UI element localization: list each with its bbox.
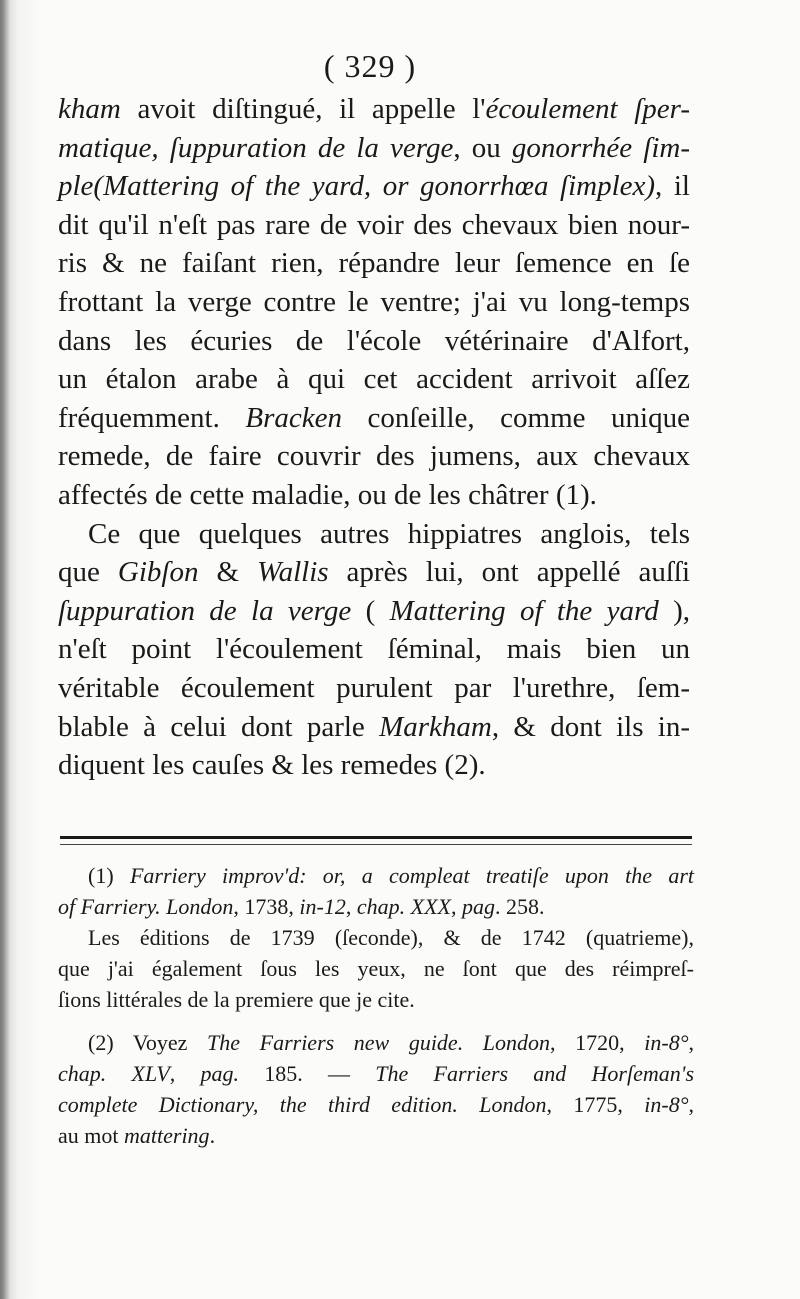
text-run: , & dont ils in- bbox=[491, 710, 690, 743]
footnote-line bbox=[58, 891, 694, 922]
italic-text: Bracken bbox=[245, 401, 343, 434]
italic-text: The Farriers and Horſeman's bbox=[375, 1061, 695, 1086]
italic-text: ple(Mattering of the yard, or gonorrhœa ſimplex) bbox=[58, 170, 656, 203]
text-run: remede, de faire couvrir des jumens, aux chevaux bbox=[58, 440, 690, 473]
page-number: ( 329 ) bbox=[323, 48, 417, 84]
text-run: , ou bbox=[453, 131, 512, 164]
text-line bbox=[58, 476, 690, 515]
italic-text: Mattering of the yard bbox=[389, 594, 659, 627]
text-run: . 258. bbox=[494, 894, 545, 919]
text-line bbox=[58, 592, 690, 631]
italic-text: ſuppuration de la verge bbox=[58, 594, 352, 627]
text-line bbox=[58, 669, 690, 708]
text-line bbox=[58, 90, 690, 129]
text-run: avoit diſtingué, il appelle l' bbox=[120, 93, 486, 125]
text-run: , bbox=[688, 1030, 694, 1055]
text-run: que j'ai également ſous les yeux, ne ſont que des réimpreſ- bbox=[58, 956, 694, 981]
footnote-line bbox=[58, 1058, 694, 1089]
text-run: (1) bbox=[88, 863, 130, 888]
text-run: , 1775, bbox=[546, 1092, 645, 1117]
text-line bbox=[58, 553, 690, 592]
text-run: dans les écuries de l'école vétérinaire d'Alfort, bbox=[58, 324, 690, 357]
text-run: après lui, ont appellé auſſi bbox=[328, 556, 691, 589]
footnote-1 bbox=[58, 860, 694, 1015]
text-line bbox=[58, 746, 690, 785]
text-line bbox=[58, 206, 690, 245]
italic-text: of Farriery. London bbox=[58, 894, 234, 919]
italic-text: in-12 bbox=[299, 894, 346, 919]
italic-text: Wallis bbox=[257, 556, 329, 589]
text-run: fréquemment. bbox=[58, 401, 246, 434]
italic-text: pag bbox=[461, 894, 495, 919]
text-run: ris & ne faiſant rien, répandre leur ſemence en ſe bbox=[58, 247, 690, 280]
text-line bbox=[58, 515, 690, 554]
text-run: , bbox=[688, 1092, 694, 1117]
footnote-separator-rule-thin bbox=[60, 844, 692, 845]
italic-text: Markham bbox=[379, 710, 492, 743]
text-run: conſeille, comme unique bbox=[342, 401, 690, 434]
text-line bbox=[58, 708, 690, 747]
text-run: ſions littérales de la premiere que je cite. bbox=[58, 987, 415, 1012]
text-line bbox=[58, 360, 690, 399]
footnote-line bbox=[58, 1089, 694, 1120]
text-run: , 1720, bbox=[550, 1030, 645, 1055]
text-line bbox=[58, 167, 690, 206]
text-run: 185. — bbox=[239, 1061, 376, 1086]
italic-text: pag. bbox=[200, 1061, 240, 1086]
page-gutter-shadow bbox=[0, 0, 10, 1299]
text-run: Ce que quelques autres hippiatres anglois, tels bbox=[88, 517, 690, 550]
footnote-line bbox=[58, 860, 694, 891]
text-run: que bbox=[58, 556, 118, 589]
text-line bbox=[58, 244, 690, 283]
text-run: n'eſt point l'écoulement ſéminal, mais bien un bbox=[58, 633, 690, 666]
italic-text: chap. XLV bbox=[58, 1061, 170, 1086]
italic-text: gonorrhée ſim- bbox=[511, 131, 691, 164]
italic-text: in-8° bbox=[644, 1092, 689, 1117]
footnotes bbox=[58, 860, 694, 1163]
text-run: , 1738, bbox=[233, 894, 300, 919]
italic-text: Farriery improv'd: or, a compleat treatiſe upon the art bbox=[129, 863, 694, 888]
footnote-separator-rule bbox=[60, 836, 692, 839]
italic-text: The Farriers new guide. London bbox=[207, 1030, 551, 1055]
text-run: blable à celui dont parle bbox=[58, 710, 380, 743]
text-run: (2) Voyez bbox=[88, 1030, 208, 1055]
text-line bbox=[58, 437, 690, 476]
text-run: un étalon arabe à qui cet accident arrivoit aſſez bbox=[58, 363, 690, 396]
text-run: véritable écoulement purulent par l'urethre, ſem- bbox=[58, 671, 690, 704]
text-run: ), bbox=[658, 594, 690, 627]
text-run: diquent les cauſes & les remedes (2). bbox=[58, 749, 486, 782]
footnote-line bbox=[58, 953, 694, 984]
text-line bbox=[58, 129, 690, 168]
text-run: ( bbox=[351, 594, 390, 627]
text-run: & bbox=[198, 556, 258, 589]
footnote-line bbox=[58, 1120, 694, 1151]
text-run: au mot bbox=[58, 1123, 124, 1148]
italic-text: chap. XXX bbox=[356, 894, 451, 919]
text-run: , bbox=[450, 894, 462, 919]
text-run: frottant la verge contre le ventre; j'ai vu long-temps bbox=[58, 285, 690, 318]
text-run: dit qu'il n'eſt pas rare de voir des chevaux bien nour- bbox=[58, 208, 690, 241]
text-run: , bbox=[169, 1061, 201, 1086]
text-line bbox=[58, 399, 690, 438]
text-line bbox=[58, 322, 690, 361]
main-text bbox=[58, 90, 690, 785]
italic-text: matique, ſuppuration de la verge bbox=[58, 131, 454, 164]
text-line bbox=[58, 283, 690, 322]
text-run: affectés de cette maladie, ou de les châtrer (1). bbox=[58, 478, 597, 511]
footnote-line bbox=[58, 922, 694, 953]
italic-text: mattering bbox=[124, 1123, 210, 1148]
text-line bbox=[58, 630, 690, 669]
text-run: , il bbox=[655, 170, 690, 203]
text-run: . bbox=[209, 1123, 216, 1148]
text-run: , bbox=[345, 894, 357, 919]
italic-text: Gibſon bbox=[117, 556, 199, 589]
footnote-2 bbox=[58, 1027, 694, 1151]
footnote-line bbox=[58, 984, 694, 1015]
text-run: Les éditions de 1739 (ſeconde), & de 1742 (quatrieme), bbox=[88, 925, 694, 950]
footnote-line bbox=[58, 1027, 694, 1058]
italic-text: complete Dictionary, the third edition. London bbox=[58, 1092, 547, 1117]
italic-text: écoulement ſper- bbox=[485, 93, 690, 125]
italic-text: kham bbox=[58, 93, 121, 125]
italic-text: in-8° bbox=[644, 1030, 689, 1055]
